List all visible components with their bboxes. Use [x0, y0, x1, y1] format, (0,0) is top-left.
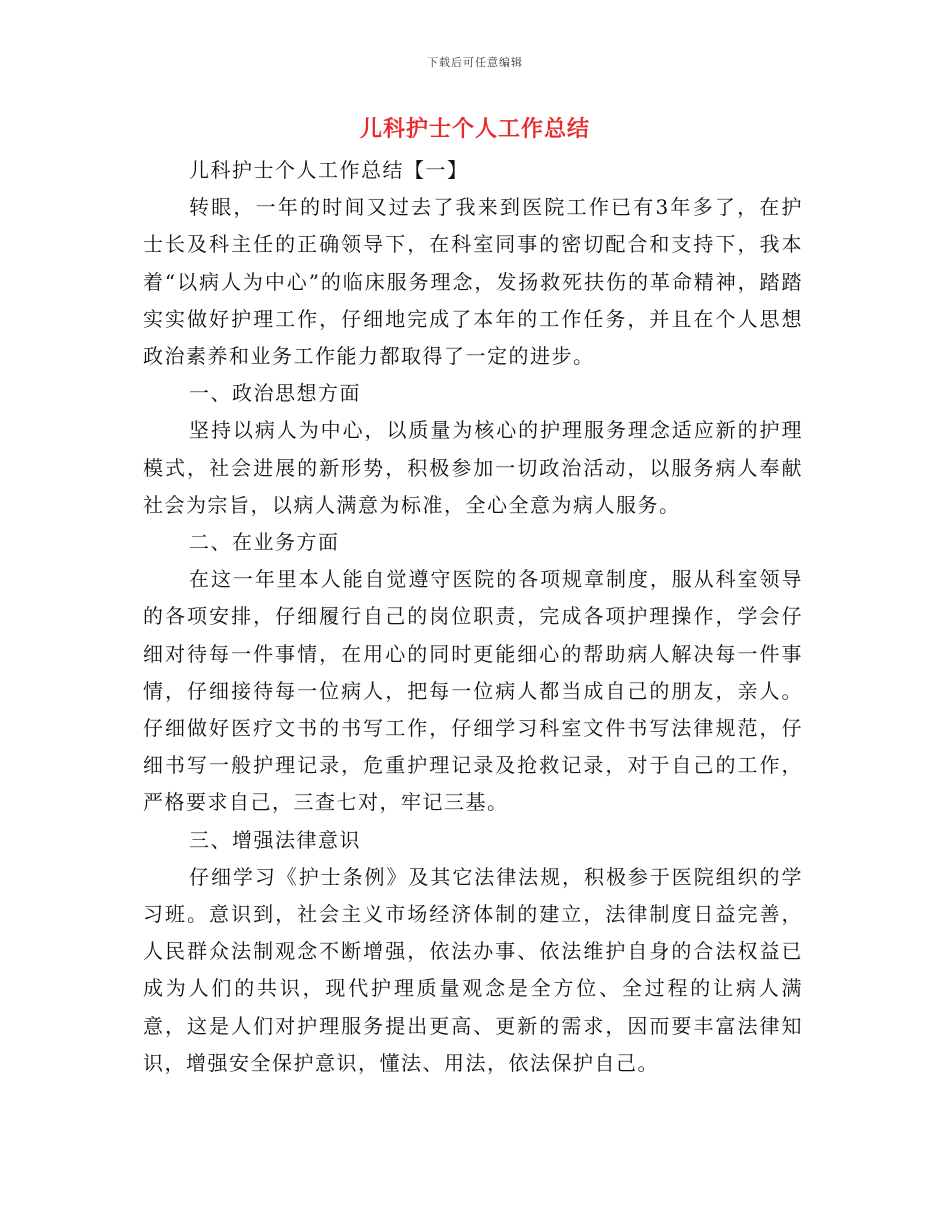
paragraph-intro: 转眼，一年的时间又过去了我来到医院工作已有3年多了，在护士长及科主任的正确领导下，在科室同事的密切配合和支持下，我本着“以病人为中心”的临床服务理念，发扬救死扶伤的革命精神，踏踏实实做好护理工作，仔细地完成了本年的工作任务，并且在个人思想政治素养和业务工作能力都取得了一定的进步。: [143, 195, 803, 369]
header-note: 下载后可任意编辑: [427, 56, 523, 69]
paragraph-politics: 坚持以病人为中心，以质量为核心的护理服务理念适应新的护理模式，社会进展的新形势，积极参加一切政治活动，以服务病人奉献社会为宗旨，以病人满意为标准，全心全意为病人服务。: [143, 418, 803, 517]
document-body: [143, 152, 803, 1082]
section-heading-politics: 一、政治思想方面: [189, 381, 361, 406]
document-title: 儿科护士个人工作总结: [359, 116, 590, 142]
section-heading-law: 三、增强法律意识: [189, 827, 361, 852]
section-heading-one: 儿科护士个人工作总结【一】: [189, 158, 469, 182]
paragraph-law: 仔细学习《护士条例》及其它法律法规，积极参于医院组织的学习班。意识到，社会主义市场经济体制的建立，法律制度日益完善，人民群众法制观念不断增强，依法办事、依法维护自身的合法权益已成为人们的共识，现代护理质量观念是全方位、全过程的让病人满意，这是人们对护理服务提出更高、更新的需求，因而要丰富法律知识，增强安全保护意识，懂法、用法，依法保护自己。: [143, 864, 803, 1075]
section-heading-business: 二、在业务方面: [189, 530, 340, 555]
paragraph-business: 在这一年里本人能自觉遵守医院的各项规章制度，服从科室领导的各项安排，仔细履行自己的岗位职责，完成各项护理操作，学会仔细对待每一件事情，在用心的同时更能细心的帮助病人解决每一件事情，仔细接待每一位病人，把每一位病人都当成自己的朋友，亲人。仔细做好医疗文书的书写工作，仔细学习科室文件书写法律规范，仔细书写一般护理记录，危重护理记录及抢救记录，对于自己的工作，严格要求自己，三查七对，牢记三基。: [143, 567, 803, 815]
